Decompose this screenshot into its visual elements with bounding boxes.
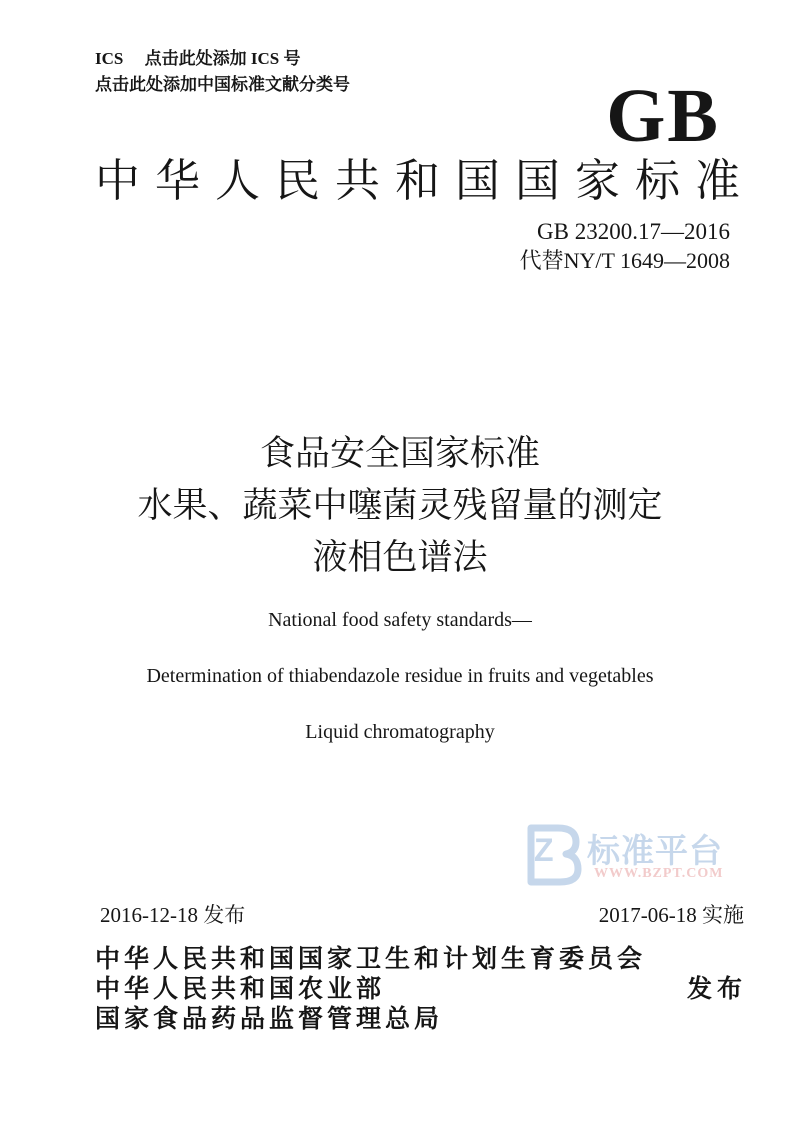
watermark-brand: 标准平台 (587, 832, 723, 869)
watermark-url: WWW.BZPT.COM (594, 866, 724, 881)
english-title-line3: Liquid chromatography (305, 721, 495, 743)
implementation-date: 2017-06-18 实施 (598, 903, 744, 927)
english-title-line1: National food safety standards— (268, 609, 532, 631)
agency-line3: 国家食品药品监督管理总局 (95, 1005, 444, 1033)
english-title-line2: Determination of thiabendazole residue in fruits and vegetables (146, 665, 654, 687)
agency-line2: 中华人民共和国农业部 (95, 975, 386, 1003)
issue-date: 2016-12-18 发布 (100, 903, 246, 927)
replaced-standard: 代替NY/T 1649—2008 (519, 248, 730, 273)
chinese-title-line2: 水果、蔬菜中噻菌灵残留量的测定 (137, 486, 663, 525)
gb-logo: GB (606, 74, 720, 158)
agency-row (95, 974, 747, 1004)
agency-line1: 中华人民共和国国家卫生和计划生育委员会 (95, 945, 647, 973)
standard-number: GB 23200.17—2016 (537, 219, 730, 244)
page-title: 中华人民共和国国家标准 (95, 155, 756, 206)
chinese-title-line1: 食品安全国家标准 (259, 434, 540, 473)
ccs-classification-line: 点击此处添加中国标准文献分类号 (95, 75, 350, 94)
ics-number-line: ICS 点击此处添加 ICS 号 (95, 49, 301, 68)
chinese-title-line3: 液相色谱法 (312, 538, 488, 577)
chinese-title (0, 428, 800, 584)
bzpt-logo-icon (521, 821, 585, 889)
issuing-agencies (95, 944, 747, 1034)
logo-z-letter: Z (534, 832, 554, 868)
publish-label: 发布 (686, 975, 747, 1003)
ics-block (95, 46, 350, 98)
watermark (515, 813, 750, 897)
